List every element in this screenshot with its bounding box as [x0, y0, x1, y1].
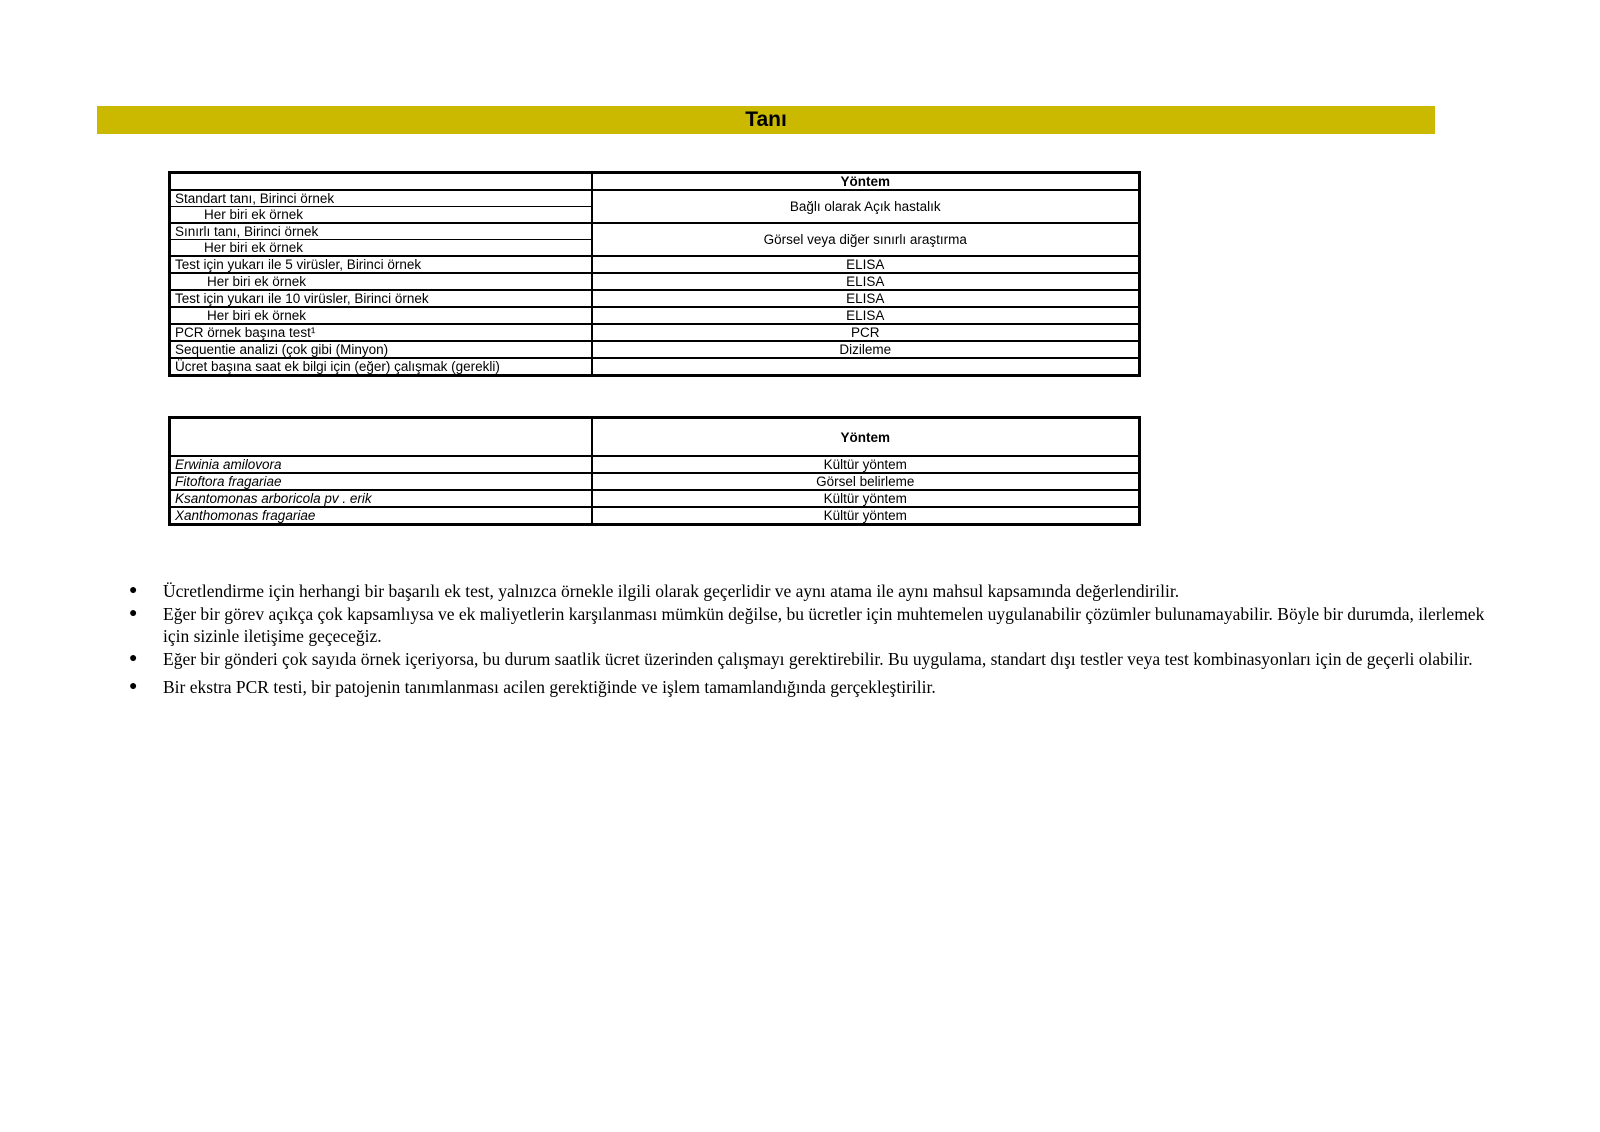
header-empty-cell — [170, 418, 592, 457]
table-row — [170, 358, 1140, 376]
note-text: Bir ekstra PCR testi, bir patojenin tanımlanması acilen gerektiğinde ve işlem tamamlandığında gerçekleştirilir. — [163, 677, 936, 697]
table-row — [170, 223, 1140, 240]
row-label: Standart tanı, Birinci örnek — [170, 190, 592, 207]
method-cell: Kültür yöntem — [592, 456, 1140, 473]
table-row — [170, 456, 1140, 473]
method-cell: PCR — [592, 324, 1140, 341]
table-row — [170, 473, 1140, 490]
method-cell: Kültür yöntem — [592, 490, 1140, 507]
row-label: Her biri ek örnek — [170, 273, 592, 290]
table-row — [170, 324, 1140, 341]
method-cell — [592, 358, 1140, 376]
method-cell: ELISA — [592, 273, 1140, 290]
table-row — [170, 290, 1140, 307]
diagnosis-pricing-table — [168, 171, 1141, 377]
bullet-icon: ● — [129, 583, 138, 598]
table-row — [170, 307, 1140, 324]
method-cell: Kültür yöntem — [592, 507, 1140, 525]
row-label: Test için yukarı ile 10 virüsler, Birinci örnek — [170, 290, 592, 307]
table-row — [170, 341, 1140, 358]
note-text: Eğer bir gönderi çok sayıda örnek içeriyorsa, bu durum saatlik ücret üzerinden çalışmayı gerektirebilir. Bu uygulama, standart dışı testler veya test kombinasyonları için de geçerli olabilir. — [163, 649, 1473, 669]
bullet-icon: ● — [129, 651, 138, 666]
table-header-row — [170, 418, 1140, 457]
row-label: Ücret başına saat ek bilgi için (eğer) çalışmak (gerekli) — [170, 358, 592, 376]
method-cell: ELISA — [592, 307, 1140, 324]
method-cell: ELISA — [592, 256, 1140, 273]
pathogen-method-table — [168, 416, 1141, 526]
table-header-row — [170, 173, 1140, 191]
row-label: Test için yukarı ile 5 virüsler, Birinci örnek — [170, 256, 592, 273]
list-item — [127, 648, 1487, 670]
table-row — [170, 490, 1140, 507]
method-header: Yöntem — [592, 418, 1140, 457]
row-label: Sınırlı tanı, Birinci örnek — [170, 223, 592, 240]
pathogen-name: Fitoftora fragariae — [170, 473, 592, 490]
bullet-icon: ● — [129, 606, 138, 621]
list-item — [127, 676, 1487, 698]
table-row — [170, 256, 1140, 273]
row-label: Her biri ek örnek — [170, 207, 592, 224]
method-cell: ELISA — [592, 290, 1140, 307]
notes-list — [127, 580, 1487, 699]
list-item — [127, 603, 1487, 647]
section-title-banner — [97, 106, 1435, 134]
pathogen-name: Ksantomonas arboricola pv . erik — [170, 490, 592, 507]
table-row — [170, 190, 1140, 207]
row-label: Sequentie analizi (çok gibi (Minyon) — [170, 341, 592, 358]
row-label: Her biri ek örnek — [170, 240, 592, 257]
method-cell: Görsel belirleme — [592, 473, 1140, 490]
pathogen-name: Erwinia amilovora — [170, 456, 592, 473]
note-text: Eğer bir görev açıkça çok kapsamlıysa ve ek maliyetlerin karşılanması mümkün değilse, bu ücretler için muhtemelen uygulanabilir çözümler bulunamayabilir. Böyle bir durumda, ilerlemek için sizinle iletişime geçeceğiz. — [163, 604, 1485, 646]
bullet-icon: ● — [129, 679, 138, 694]
table-row — [170, 273, 1140, 290]
table-row — [170, 507, 1140, 525]
row-label: Her biri ek örnek — [170, 307, 592, 324]
method-header: Yöntem — [592, 173, 1140, 191]
method-cell-merged: Bağlı olarak Açık hastalık — [592, 190, 1140, 223]
header-empty-cell — [170, 173, 592, 191]
method-cell: Dizileme — [592, 341, 1140, 358]
section-title: Tanı — [745, 108, 787, 131]
method-cell-merged: Görsel veya diğer sınırlı araştırma — [592, 223, 1140, 256]
list-item — [127, 580, 1487, 602]
pathogen-name: Xanthomonas fragariae — [170, 507, 592, 525]
row-label: PCR örnek başına test¹ — [170, 324, 592, 341]
note-text: Ücretlendirme için herhangi bir başarılı ek test, yalnızca örnekle ilgili olarak geçerlidir ve aynı atama ile aynı mahsul kapsamında değerlendirilir. — [163, 581, 1180, 601]
